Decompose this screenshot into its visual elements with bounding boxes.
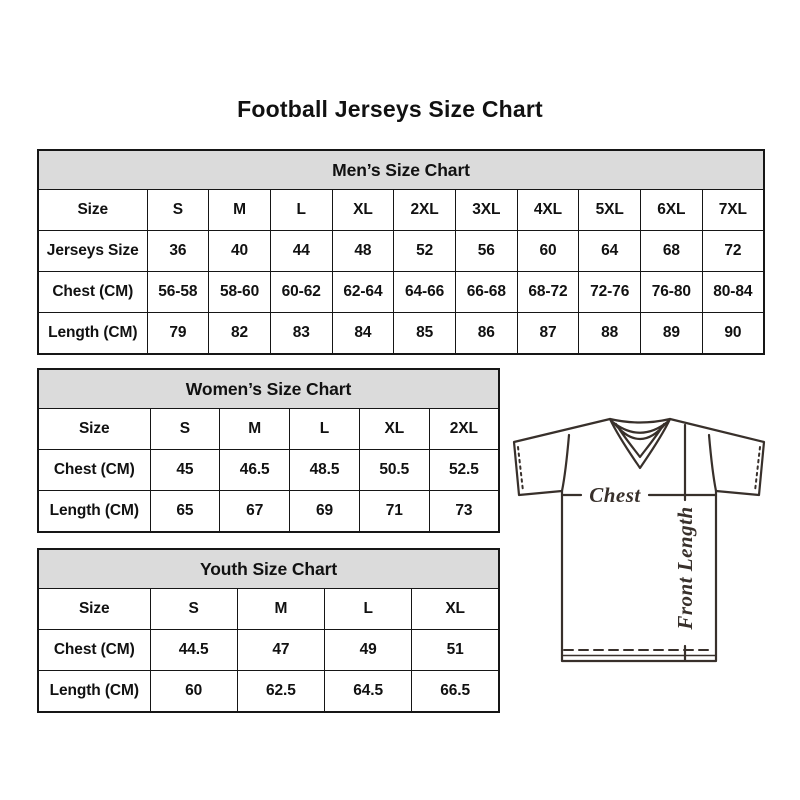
size-value-cell: 82	[209, 313, 271, 355]
table-header-row	[38, 549, 499, 589]
jersey-diagram	[505, 398, 775, 683]
size-value-cell: 46.5	[220, 450, 290, 491]
size-value-cell: 3XL	[455, 190, 517, 231]
size-value-cell: 47	[237, 630, 324, 671]
size-value-cell: M	[209, 190, 271, 231]
size-value-cell: 56-58	[147, 272, 209, 313]
jersey-svg	[505, 398, 775, 683]
size-value-cell: 4XL	[517, 190, 579, 231]
row-label: Chest (CM)	[38, 630, 150, 671]
size-value-cell: 68	[641, 231, 703, 272]
size-value-cell: 60	[517, 231, 579, 272]
size-value-cell: 62-64	[332, 272, 394, 313]
size-value-cell: 48	[332, 231, 394, 272]
size-value-cell: 5XL	[579, 190, 641, 231]
size-value-cell: 36	[147, 231, 209, 272]
jersey-seam-right	[709, 435, 716, 491]
row-label: Length (CM)	[38, 671, 150, 713]
size-value-cell: 89	[641, 313, 703, 355]
size-value-cell: 52	[394, 231, 456, 272]
size-value-cell: 66-68	[455, 272, 517, 313]
table-row	[38, 409, 499, 450]
size-value-cell: 88	[579, 313, 641, 355]
size-value-cell: 69	[290, 491, 360, 533]
size-value-cell: 64	[579, 231, 641, 272]
size-value-cell: L	[325, 589, 412, 630]
page-title: Football Jerseys Size Chart	[237, 96, 543, 122]
size-value-cell: 79	[147, 313, 209, 355]
table-header-row	[38, 369, 499, 409]
size-value-cell: 52.5	[429, 450, 499, 491]
size-value-cell: 40	[209, 231, 271, 272]
size-value-cell: 65	[150, 491, 220, 533]
row-label: Length (CM)	[38, 491, 150, 533]
size-value-cell: XL	[359, 409, 429, 450]
row-label: Size	[38, 190, 147, 231]
size-value-cell: 45	[150, 450, 220, 491]
size-value-cell: 83	[270, 313, 332, 355]
size-value-cell: S	[150, 589, 237, 630]
table-row	[38, 450, 499, 491]
size-value-cell: 56	[455, 231, 517, 272]
size-value-cell: 80-84	[702, 272, 764, 313]
size-value-cell: L	[290, 409, 360, 450]
size-value-cell: 71	[359, 491, 429, 533]
size-value-cell: XL	[412, 589, 499, 630]
size-value-cell: 67	[220, 491, 290, 533]
size-value-cell: 90	[702, 313, 764, 355]
table-row	[38, 671, 499, 713]
size-value-cell: 44.5	[150, 630, 237, 671]
table-row	[38, 190, 764, 231]
size-value-cell: 49	[325, 630, 412, 671]
chest-label: Chest	[589, 483, 641, 507]
size-value-cell: 51	[412, 630, 499, 671]
size-value-cell: 84	[332, 313, 394, 355]
front-length-label: Front Length	[673, 506, 697, 630]
table-row	[38, 589, 499, 630]
size-value-cell: 86	[455, 313, 517, 355]
row-label: Size	[38, 409, 150, 450]
row-label: Jerseys Size	[38, 231, 147, 272]
size-value-cell: XL	[332, 190, 394, 231]
size-value-cell: 60-62	[270, 272, 332, 313]
size-value-cell: 64-66	[394, 272, 456, 313]
jersey-seam-left	[562, 435, 569, 491]
size-value-cell: 58-60	[209, 272, 271, 313]
size-value-cell: 62.5	[237, 671, 324, 713]
womens-size-table	[37, 368, 500, 533]
table-header-row	[38, 150, 764, 190]
table-row	[38, 491, 499, 533]
size-value-cell: S	[147, 190, 209, 231]
size-value-cell: 2XL	[429, 409, 499, 450]
size-value-cell: 73	[429, 491, 499, 533]
row-label: Size	[38, 589, 150, 630]
row-label: Chest (CM)	[38, 450, 150, 491]
size-value-cell: 60	[150, 671, 237, 713]
size-value-cell: 50.5	[359, 450, 429, 491]
row-label: Length (CM)	[38, 313, 147, 355]
size-value-cell: 72	[702, 231, 764, 272]
size-value-cell: S	[150, 409, 220, 450]
size-value-cell: 44	[270, 231, 332, 272]
size-value-cell: 2XL	[394, 190, 456, 231]
table-row	[38, 272, 764, 313]
size-value-cell: 76-80	[641, 272, 703, 313]
youth-size-table	[37, 548, 500, 713]
size-value-cell: 48.5	[290, 450, 360, 491]
table-title: Youth Size Chart	[38, 549, 499, 589]
jersey-collar	[610, 419, 670, 468]
size-value-cell: L	[270, 190, 332, 231]
size-value-cell: M	[220, 409, 290, 450]
size-value-cell: 87	[517, 313, 579, 355]
size-value-cell: 64.5	[325, 671, 412, 713]
table-row	[38, 313, 764, 355]
size-value-cell: 72-76	[579, 272, 641, 313]
table-title: Men’s Size Chart	[38, 150, 764, 190]
size-value-cell: 68-72	[517, 272, 579, 313]
size-value-cell: 7XL	[702, 190, 764, 231]
row-label: Chest (CM)	[38, 272, 147, 313]
size-value-cell: 66.5	[412, 671, 499, 713]
table-title: Women’s Size Chart	[38, 369, 499, 409]
size-value-cell: M	[237, 589, 324, 630]
size-value-cell: 6XL	[641, 190, 703, 231]
table-row	[38, 630, 499, 671]
size-value-cell: 85	[394, 313, 456, 355]
table-row	[38, 231, 764, 272]
mens-size-table	[37, 149, 765, 355]
